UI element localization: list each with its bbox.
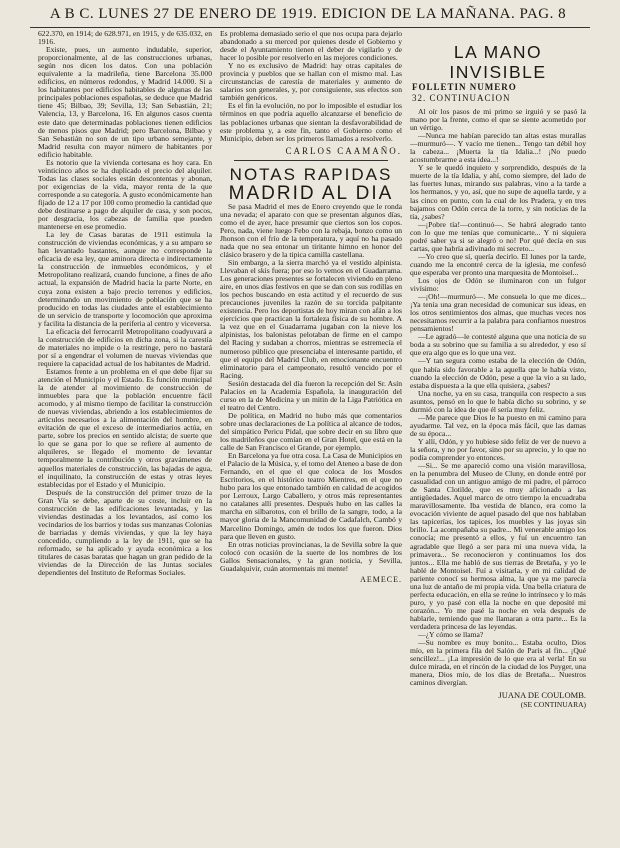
serial-paragraph: Al oír los pasos de mi primo se irguió y se pasó la mano por la frente, como el que se siente acometido por un vértigo. <box>410 107 586 133</box>
article-paragraph: Se pasa Madrid el mes de Enero creyendo que le ronda una nevada; el aparato con que se presentan algunos días, como el de ayer, hace presumir que ciertos son los copos. Pero, nada, viene luego Febo con la rebaja, bonzo como un Jhonson con el frío de la temperatura, y aquí no ha pasado nada que no sea entonar un tiritante himno en honor del clásico brasero y de la tipica camilla castellana. <box>220 201 402 259</box>
article-paragraph: Después de la construcción del primer trozo de la Gran Vía se debe, aparte de su coste, incluir en la construcción de las edificaciones levantadas, y las viviendas destinadas a los levantados, así como los vecindarios de los barrios y todas sus manzanas Colonias de barriadas y demás viviendas, y que la ley haya concedido, cumpliendo a la ley de 1911, que se ha reformado, se ha aplicado y ayuda económica a los titulares de casas baratas que hagan un gran pedido de la viviendas de la Dirección de las Juntas sociales dependientes del Instituto de Reformas Sociales. <box>38 487 212 578</box>
serial-author: JUANA DE COULOMB. <box>498 690 586 701</box>
article-paragraph: De política, en Madrid no hubo más que comentarios sobre unas declaraciones de La política al alcance de todos, del simpático Pericu Pidal, que sobre decir en su libro que los madrileños que comían en el Gran Hotel, que está en la calle de San Francisco el Grande, por ejemplo. <box>220 410 402 453</box>
serial-paragraph: —¿Y cómo se llama? <box>418 630 484 640</box>
column-serial <box>410 30 586 842</box>
article-paragraph: La ley de Casas baratas de 1911 estimula la construcción de viviendas económicas, y a su amparo se han levantado bastantes, aunque no corresponde la eficacia de esa ley, que aminora directa e indirectamente la construcción de inmuebles económicos, y el Metropolitano realizará, cuando funcione, a fines de año actual, la expansión de Madrid hacia la parte Norte, en cuya zona existen a bajo precio terrenos y edificios, determinando un movimiento de población que se ha producido en todas las ciudades ante el establecimiento de un servicio de transporte y locomoción que aproxima y facilita la distancia de la periferia al centro y viceversa. <box>38 230 212 328</box>
article-paragraph: 622.370, en 1914; de 628.971, en 1915, y de 635.032, en 1916. <box>38 30 212 47</box>
serial-title: LA MANO INVISIBLE <box>449 42 547 82</box>
column-notes <box>220 30 402 842</box>
serial-paragraph: —Yo creo que sí, quería decirlo. El lunes por la tarde, cuando me la encontré cerca de la iglesia, me confesó que esperaba ver pronto una marquesita de Montoisel... <box>410 251 586 277</box>
chapter-label: 32. CONTINUACION <box>412 93 511 103</box>
article-paragraph: En otras noticias provincianas, la de Sevilla sobre la que colocó con ocasión de la suerte de los nombres de los Gallos Sensacionales, y la gran noticia, y Sevilla, Guadalquivir, cuán atormentais mi mente! <box>220 539 402 573</box>
serial-paragraph: —¡Oh!—murmuró—. Me consuela lo que me dices... ¡Ya tenía una gran necesidad de comunicar sus ideas, en los otros sentimientos dos almas, que muchas veces nos necesitamos recurrir a la palabra para confiarnos nuestros pensamientos! <box>410 292 586 334</box>
article-paragraph: Sin embargo, a la sierra marchó ya el vestido alpinista. Llevaban el skis fuera; por eso lo vemos en el Guadarrama. Los generaciones presentes se fortalecen viviendo en pleno aire, en unos días festivos en que se dan con sus rodillas en los pechos buscando en esta actitud y el recuerdo de sus precauciones juveniles la razón de su torcida palpitante existencia. Pero los deportistas de hoy miran con afán a los ejercicios que practican la fortaleza física de su hombre. A la vez que en el Guadarrama jugaban con la nieve los alpinistas, los balonistas pelotaban de firme en el campo del Racing y sudaban a chorros, mientras se estremecía el numeroso público que presenciaba el interesante partido, el que el equipo del Madrid Club, en emocionante encuentro eliminatorio para el campeonato, resultó vencido por el Racing. <box>220 257 402 380</box>
section-subtitle: MADRID AL DIA <box>228 182 394 204</box>
serial-paragraph: Y allí, Odón, y yo hubiese sido feliz de ver de nuevo a la señora, y no por favor, sino por su aprecio, y lo que no podía comprender yo entonces. <box>410 436 586 463</box>
serial-paragraph: —Y tan segura como estaba de la elección de Odón, que había sido favorable a la aquella que le había visto, cuando la elección de Odón, pese a que la vio a su lado, estaba dispuesta a la que ella quisiera, ¿sabes? <box>410 356 586 390</box>
folletin-label: FOLLETIN NUMERO <box>412 82 517 92</box>
serial-paragraph: —Me parece que Dios le ha puesto en mi camino para ayudarme. Tal vez, en la época más fácil, que las damas de su época... <box>410 412 586 438</box>
article-paragraph: Es el fin la evolución, no por lo imposible el estudiar los términos en que podría aquello alcanzarse el beneficio de las poblaciones urbanas que sientan la desfavorabilidad de este problema y, a este fin, tanto el Gobierno como el Municipio, deben ser los primeros llamados a resolverlo. <box>220 101 402 143</box>
serial-paragraph: Los ojos de Odón se iluminaron con un fulgor vivísimo: <box>410 275 586 294</box>
article-paragraph: Es problema demasiado serio el que nos ocupa para dejarlo abandonado a su merced por quienes desde el Gobierno y desde el Ayuntamiento tienen el deber de vigilarlo y de hacer lo posible por resolverlo en las mejores condiciones. <box>220 30 402 63</box>
serial-paragraph: —Le agradó—le contesté alguna que una noticia de su boda a su sobrino que su familia a su alrededor, y eso sí que era algo que es lo que una vez. <box>410 332 586 358</box>
article-paragraph: Existe, pues, un aumento indudable, superior, proporcionalmente, al de las construcciones urbanas, según nos dicen los datos. Con una población equivalente a la madrileña, tiene Barcelona 35.000 edificios, en números redondos, y Madrid 14.000. Si a los habitantes por edificios habitables de algunas de las principales poblaciones españolas, se deduce que Madrid tiene 45; Bilbao, 39; Sevilla, 13; San Sebastián, 21; Valencia, 13, y Barcelona, 16. En algunos casos cuenta este dato que determinadas poblaciones tienen edificios de menos pisos que Madrid; pero Barcelona, Bilbao y San Sebastián no son de un tipo urbano semejante, y Madrid resulta con mayor número de habitantes por edificio habitable. <box>38 45 212 159</box>
section-signature: AEMECE. <box>360 574 402 584</box>
article-paragraph: Es notorio que la vivienda cortesana es hoy cara. En veinticinco años se ha duplicado el precio del alquiler. Todas las clases sociales están descontentas y abonan, por exigencias de la vida, mayor renta de la que corresponde a su categoría. A gusto económicamente han fijado de 12 a 17 por 100 como promedio la cantidad que debe destinarse a pago de alquiler de casa, y son pocos, por desgracia, los cabezas de familia que pueden mantenerse en ese promedio. <box>38 157 212 232</box>
article-signature: CARLOS CAAMAÑO. <box>285 145 402 156</box>
column-housing-article <box>38 30 212 842</box>
serial-paragraph: Y se le quedó inquieto y sorprendido, después de la muerte de la tía Idalia, y ahí, como siempre, del lado de las fuertes lunas, mirando sus palabras, vino a la tarde a los hermanos, y yo, así, que no supe de aquella tarde, y a las cinco en punto, con la cual de los Pradera, y en tres bajamos con Odón cerca de la torre, y sin noticias de la tía, ¿sabes? <box>410 163 586 221</box>
section-title: NOTAS RAPIDAS <box>229 164 393 184</box>
article-paragraph: La eficacia del ferrocarril Metropolitano coadyuvará a la construcción de edificios en dicha zona, si la carestía de materiales no impide o la restringe, pero no bastará por sí a engendrar el volumen de nuevas viviendas que requiere la capacidad actual de los habitantes de Madrid. <box>38 326 212 368</box>
section-divider <box>234 160 388 161</box>
article-paragraph: Estamos frente a un problema en el que debe fijar su atención el Municipio y el Estado. Es función municipal la de atender al movimiento de construcción de inmuebles para que la población encuentre fácil acomodo, y al mismo tiempo de facilitar la construcción de nuevas viviendas, abriendo a los establecimientos de artículos necesarios a la alimentación del hombre, en evitación de que el exceso de intermediarios actúa, en parte, sobre los precios en sentido alcista; de suerte que lo que se gana por lo que se refiere al aumento de alquileres, se llegado el momento de levantar temporalmente la contribución y otros gravámenes de aquellos materiales de construcción, las bajadas de agua, el inquilinato, la construcción de estas y otras leyes establecidas por el Estado y el Municipio. <box>38 366 212 489</box>
serial-paragraph: —Si... Se me apareció como una visión maravillosa, en la penumbra del Museo de Cluny, en donde entré por casualidad con un antiguo amigo de mi padre, el párroco de Santa Clotilde, que es muy aficionado a las antigüedades. Aquel marco de otro tiempo la encuadraba maravillosamente. Iba vestida de blanco, era como la evocación viviente de aquel pasado del que nos hablaban las tapicerías, los tapices, los muebles y las joyas sin brillo. La acompañaba su padre... Mi venerable amigo los conocía; me presentó a ellos, y fuí un encuentro tan agradable que llegó a ser para mí una nueva vida, la primavera... Se reconocieron y continuamos los dos juntos... Ella me habló de sus tierras de Bretaña, y yo le hablé de Montoisel. Fuí a visitarla, y en mi calidad de pariente conocí su hermosa alma, la que ya me parecía una luz de antaño de mi propia vida. Una bella criatura de perfecta educación, en ella se reúne lo intrínseco y lo más puro, y yo pasé con ella la noche en que deposité mi corazón... Yo me pasé la noche en vela después de hablarle, temiendo que me llamaran a otra parte... Es la verdadera princesa de las leyendas. <box>410 461 586 631</box>
serial-paragraph: Una noche, ya en su casa, tranquila con respecto a sus asuntos, pensó en lo que le había dicho su sobrino, y se durmió con la idea de que él sería muy feliz. <box>410 388 586 414</box>
article-paragraph: En Barcelona ya fue otra cosa. La Casa de Municipios en el Palacio de la Música, y, el tomo del Ateneo a base de don Fernando, en el que el que coloca de los Mosdos Escritorios, en el histórico teatro Mientres, en el que no hubo para los que entonado también en calidad de acogidos por Lerroux, Largo Caballero, y otros más representantes no catalanes allí presentes. Después hubo en las calles la marcha en silbarotos, con el brillo de la sangre, todo, a la mayor gloria de la Mancomunidad de Cadafalch, Cambó y Marcelino Domingo, amén de todos los que fueron. Dios para que lleven en gusto. <box>220 451 402 541</box>
page-header: A B C. LUNES 27 DE ENERO DE 1919. EDICION DE LA MAÑANA. PAG. 8 <box>49 6 567 22</box>
serial-paragraph: —¡Pobre tía!—continuó—. Se habrá alegrado tanto con lo que me tenías que comunicarte... Y ni siquiera podré saber ya si se alegró o no! Por qué decía en sus cartas, que habría adivinado mi secreto... <box>410 219 586 253</box>
serial-paragraph: —Su nombre es muy bonito... Estaba oculto, Dios mío, en la primera fila del Salón de París al fin... ¡Qué sencillez!... ¡La impresión de lo que era al verla! En su dulce mirada, en el rincón de la ciudad de los Puyger, una manera, Dios mío, de los días de Bretaña... Nuestros caminos divergían. <box>410 638 586 688</box>
article-paragraph: Y no es exclusivo de Madrid: hay otras capitales de provincia y pueblos que se hallan con el mismo mal. Las circunstancias de carestía de materiales y aumento de salarios son generales, y, por consiguiente, sus efectos son también genéricos. <box>220 61 402 103</box>
article-paragraph: Sesión destacada del día fueron la recepción del Sr. Asín Palacios en la Academia Española, la inauguración del curso en la de Medicina y un mitin de la Liga Patriótica en el teatro del Centro. <box>220 378 402 412</box>
serial-paragraph: —Nunca me habían parecido tan altas estas murallas—murmuró—. Y vacío me tienen... Tengo tan débil hoy la cabeza... ¡Muerta la tía Idalia...! ¡No puedo acostumbrarme a esta idea...! <box>410 131 586 165</box>
header-rule <box>30 27 590 28</box>
continued-note: (SE CONTINUARA) <box>520 700 586 710</box>
